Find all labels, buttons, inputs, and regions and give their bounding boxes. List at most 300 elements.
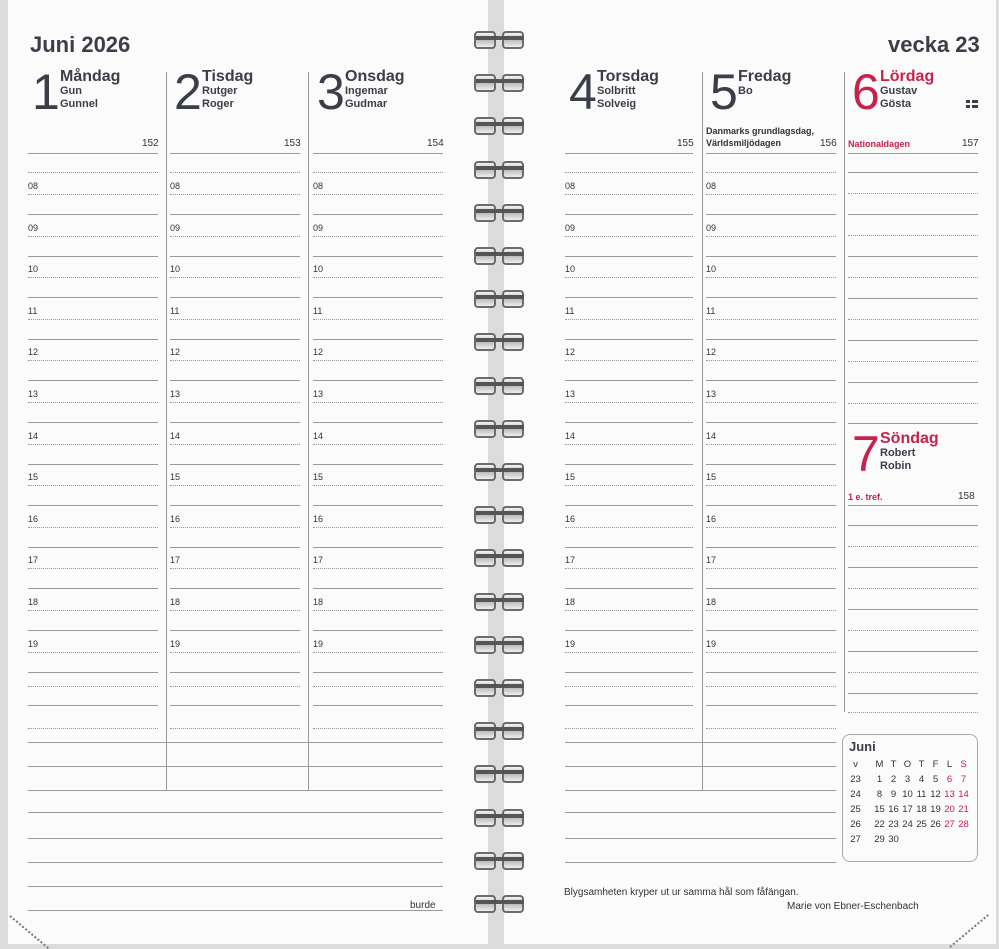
hour-label: 19 (28, 638, 39, 649)
dotted-rule (170, 728, 300, 729)
hour-rule (313, 672, 443, 673)
notes-rule (28, 838, 443, 839)
mini-calendar (842, 734, 978, 862)
dotted-rule (28, 568, 158, 569)
dotted-rule (848, 235, 978, 236)
dotted-rule (313, 568, 443, 569)
hour-rule (313, 505, 443, 506)
day-name: Onsdag (345, 68, 405, 85)
nameday-2: Gunnel (60, 98, 98, 110)
day-name: Tisdag (202, 68, 254, 85)
hour-label: 19 (170, 638, 181, 649)
binding-ring (472, 503, 528, 525)
binding-ring (472, 158, 528, 180)
sat-rule (848, 172, 978, 173)
binding-ring (472, 676, 528, 698)
mini-calendar-day: 11 (916, 789, 927, 800)
dotted-rule (706, 652, 836, 653)
dotted-rule (565, 402, 693, 403)
hour-rule (28, 214, 158, 215)
hour-rule (313, 464, 443, 465)
dotted-rule (706, 686, 836, 687)
hour-label: 10 (565, 264, 576, 275)
binding-ring (472, 590, 528, 612)
mini-calendar-header: T (918, 759, 925, 770)
hour-rule (706, 705, 836, 706)
hour-rule (313, 588, 443, 589)
nameday-1: Bo (738, 85, 753, 97)
column-divider (844, 72, 845, 712)
hour-rule (170, 630, 300, 631)
hour-rule (313, 705, 443, 706)
day-top-rule (28, 153, 158, 154)
day-of-year: 157 (962, 138, 979, 149)
hour-rule (170, 339, 300, 340)
dotted-rule (170, 527, 300, 528)
hour-label: 14 (565, 430, 576, 441)
hour-rule (28, 705, 158, 706)
hour-rule (565, 256, 693, 257)
mini-calendar-day: 3 (904, 774, 911, 785)
dotted-rule (848, 361, 978, 362)
sat-rule (848, 298, 978, 299)
mini-calendar-day: 10 (902, 789, 913, 800)
dotted-rule (848, 403, 978, 404)
holiday-label-2: Världsmiljödagen (706, 138, 782, 148)
dotted-rule (28, 194, 158, 195)
dotted-rule (565, 686, 693, 687)
hour-label: 18 (313, 597, 324, 607)
day-top-rule (565, 153, 693, 154)
dotted-rule (706, 277, 836, 278)
mini-calendar-day: 29 (874, 834, 885, 845)
dotted-rule (28, 485, 158, 486)
hour-label: 08 (565, 181, 576, 191)
notes-rule (565, 862, 836, 863)
hour-label: 12 (170, 347, 181, 358)
hour-rule (28, 297, 158, 298)
mini-calendar-header: O (903, 759, 912, 770)
hour-rule (313, 630, 443, 631)
dotted-rule (170, 194, 300, 195)
hour-rule (170, 297, 300, 298)
dotted-rule (706, 527, 836, 528)
hour-label: 11 (313, 305, 323, 316)
dotted-rule (28, 686, 158, 687)
hour-rule (28, 380, 158, 381)
dotted-rule (28, 728, 158, 729)
mini-calendar-day: 28 (958, 819, 969, 830)
hour-label: 17 (170, 555, 181, 566)
dotted-rule (170, 360, 300, 361)
sat-rule (848, 256, 978, 257)
day-top-rule (706, 153, 836, 154)
mini-calendar-day: 9 (890, 789, 897, 800)
hour-label: 12 (28, 347, 39, 358)
mini-calendar-day: 17 (902, 804, 913, 815)
hour-rule (706, 464, 836, 465)
nameday-2: Roger (202, 98, 234, 110)
nameday-2: Gudmar (345, 98, 388, 110)
mini-calendar-day: 4 (918, 774, 925, 785)
hour-label: 09 (565, 222, 576, 233)
hour-rule (706, 547, 836, 548)
dotted-rule (170, 277, 300, 278)
dotted-rule (848, 672, 978, 673)
notes-rule (28, 910, 443, 911)
mini-calendar-day: 12 (930, 789, 941, 800)
hour-label: 11 (170, 305, 180, 316)
binding-ring (472, 287, 528, 309)
mini-calendar-day: 30 (888, 834, 899, 845)
sun-rule (848, 567, 978, 568)
dotted-rule (170, 402, 300, 403)
hour-rule (565, 547, 693, 548)
binding-ring (472, 762, 528, 784)
hour-rule (706, 505, 836, 506)
hour-label: 17 (706, 555, 717, 566)
dotted-rule (565, 444, 693, 445)
hour-label: 09 (28, 222, 39, 233)
dotted-rule (565, 194, 693, 195)
hour-rule (706, 380, 836, 381)
notes-rule (28, 886, 443, 887)
day-number: 4 (569, 64, 597, 120)
day-number: 2 (174, 64, 202, 120)
dotted-rule (848, 319, 978, 320)
hour-label: 15 (706, 472, 717, 483)
hour-rule (170, 705, 300, 706)
mini-calendar-day: 25 (916, 819, 927, 830)
mini-calendar-day: 1 (876, 774, 883, 785)
mini-calendar-day: 15 (874, 804, 885, 815)
dotted-rule (706, 236, 836, 237)
hour-label: 11 (28, 305, 38, 316)
day-of-year: 158 (958, 491, 975, 502)
dotted-rule (565, 610, 693, 611)
hour-rule (565, 505, 693, 506)
mini-calendar-header: M (875, 759, 884, 770)
hour-rule (28, 464, 158, 465)
dotted-rule (706, 610, 836, 611)
binding-ring (472, 28, 528, 50)
hour-label: 11 (565, 305, 575, 316)
dotted-rule (848, 277, 978, 278)
hour-rule (28, 339, 158, 340)
day-top-rule (848, 505, 978, 506)
hour-label: 19 (565, 638, 576, 649)
nameday-1: Gun (60, 85, 82, 97)
notes-rule (28, 812, 443, 813)
nameday-2: Solveig (597, 98, 637, 110)
hour-rule (706, 256, 836, 257)
hour-label: 13 (313, 389, 324, 399)
hour-rule (706, 588, 836, 589)
hour-label: 10 (28, 264, 39, 275)
dotted-rule (28, 610, 158, 611)
day-top-rule (848, 153, 978, 154)
dotted-rule (28, 319, 158, 320)
column-divider (166, 72, 167, 790)
dotted-rule (565, 319, 693, 320)
day-name: Fredag (738, 68, 792, 85)
hour-rule (170, 588, 300, 589)
notes-rule (565, 838, 836, 839)
holiday-label: Danmarks grundlagsdag, (706, 126, 815, 136)
dotted-rule (28, 360, 158, 361)
day-number: 3 (317, 64, 345, 120)
column-divider (308, 72, 309, 790)
hour-label: 08 (170, 181, 181, 191)
day-top-rule (170, 153, 300, 154)
dotted-rule (313, 360, 443, 361)
hour-rule (706, 672, 836, 673)
mini-calendar-month: Juni (849, 739, 876, 754)
hour-label: 17 (565, 555, 576, 566)
day-name: Lördag (880, 68, 935, 85)
brand-logo: burde (410, 900, 436, 911)
dotted-rule (313, 652, 443, 653)
hour-label: 12 (565, 347, 576, 358)
hour-label: 19 (313, 638, 324, 649)
day-of-year: 154 (427, 138, 444, 149)
mini-calendar-header: T (890, 759, 897, 770)
mini-calendar-day: 8 (876, 789, 883, 800)
day-number: 1 (32, 64, 60, 120)
hour-label: 10 (313, 264, 324, 275)
mini-calendar-day: 2 (890, 774, 897, 785)
hour-label: 18 (28, 597, 39, 607)
binding-ring (472, 374, 528, 396)
hour-label: 10 (706, 264, 717, 275)
hour-label: 13 (706, 389, 717, 399)
hour-rule (170, 547, 300, 548)
day-name: Torsdag (597, 68, 659, 85)
mini-calendar-day: 6 (946, 774, 953, 785)
dotted-rule (848, 193, 978, 194)
mini-calendar-header: v (853, 759, 858, 770)
hour-rule (313, 297, 443, 298)
mini-calendar-header: F (932, 759, 939, 770)
hour-rule (565, 214, 693, 215)
hour-rule (28, 672, 158, 673)
notes-rule (565, 790, 836, 791)
hour-rule (170, 422, 300, 423)
hour-label: 08 (313, 181, 324, 191)
dotted-rule (313, 402, 443, 403)
sun-rule (848, 525, 978, 526)
mini-calendar-day: 19 (930, 804, 941, 815)
hour-label: 13 (565, 389, 576, 399)
hour-rule (170, 380, 300, 381)
hour-label: 13 (170, 389, 181, 399)
nameday-1: Solbritt (597, 85, 636, 97)
holiday-label: 1 e. tref. (848, 492, 883, 502)
mini-calendar-day: 13 (944, 789, 955, 800)
hour-label: 12 (706, 347, 717, 358)
dotted-rule (706, 319, 836, 320)
hour-rule (706, 339, 836, 340)
dotted-rule (565, 728, 693, 729)
dotted-rule (706, 402, 836, 403)
mini-calendar-day: 22 (874, 819, 885, 830)
mini-calendar-day: 24 (902, 819, 913, 830)
hour-rule (28, 505, 158, 506)
sat-end-rule (848, 423, 978, 424)
hour-label: 08 (706, 181, 717, 191)
dotted-rule (706, 568, 836, 569)
binding-ring (472, 719, 528, 741)
mini-calendar-day: 5 (932, 774, 939, 785)
dotted-rule (170, 686, 300, 687)
hour-label: 11 (706, 305, 716, 316)
dotted-rule (313, 236, 443, 237)
week-number: 24 (850, 789, 861, 800)
hour-label: 14 (313, 430, 324, 441)
hour-label: 09 (313, 222, 324, 233)
sun-rule (848, 651, 978, 652)
hour-label: 16 (28, 513, 39, 524)
hour-rule (565, 422, 693, 423)
day-of-year: 152 (142, 138, 159, 149)
hour-rule (170, 214, 300, 215)
hour-rule (170, 256, 300, 257)
dotted-rule (706, 444, 836, 445)
nameday-1: Gustav (880, 85, 918, 97)
dotted-rule (565, 527, 693, 528)
dotted-rule (313, 172, 443, 173)
hour-label: 15 (28, 472, 39, 483)
nameday-1: Rutger (202, 85, 238, 97)
notes-rule (565, 766, 836, 767)
dotted-rule (170, 652, 300, 653)
binding-ring (472, 417, 528, 439)
dotted-rule (848, 546, 978, 547)
hour-label: 18 (565, 597, 576, 607)
dotted-rule (313, 527, 443, 528)
hour-label: 14 (28, 430, 39, 441)
dotted-rule (28, 277, 158, 278)
hour-rule (28, 422, 158, 423)
day-number: 6 (852, 64, 880, 120)
hour-label: 09 (170, 222, 181, 233)
dotted-rule (706, 194, 836, 195)
quote-text: Blygsamheten kryper ut ur samma hål som fåfängan. (564, 887, 799, 898)
dotted-rule (565, 236, 693, 237)
dotted-rule (28, 236, 158, 237)
nameday-1: Ingemar (345, 85, 388, 97)
hour-rule (28, 256, 158, 257)
hour-rule (313, 422, 443, 423)
hour-label: 15 (170, 472, 181, 483)
mini-calendar-day: 14 (958, 789, 969, 800)
dotted-rule (170, 610, 300, 611)
nameday-1: Robert (880, 447, 916, 459)
notes-rule (28, 862, 443, 863)
dotted-rule (706, 360, 836, 361)
hour-rule (313, 256, 443, 257)
dotted-rule (565, 485, 693, 486)
dotted-rule (706, 485, 836, 486)
dotted-rule (313, 194, 443, 195)
hour-label: 09 (706, 222, 717, 233)
dotted-rule (313, 686, 443, 687)
mini-calendar-day: 20 (944, 804, 955, 815)
left-page (8, 0, 488, 944)
hour-rule (565, 380, 693, 381)
column-divider (702, 72, 703, 790)
day-top-rule (313, 153, 443, 154)
hour-rule (706, 297, 836, 298)
day-name: Måndag (60, 68, 121, 85)
binding-ring (472, 244, 528, 266)
hour-label: 16 (565, 513, 576, 524)
sat-rule (848, 340, 978, 341)
binding-ring (472, 849, 528, 871)
day-name: Söndag (880, 430, 939, 447)
hour-label: 16 (313, 513, 324, 524)
sat-rule (848, 214, 978, 215)
notes-rule (28, 790, 443, 791)
binding-ring (472, 892, 528, 914)
month-year-title: Juni 2026 (30, 32, 131, 57)
hour-rule (170, 505, 300, 506)
dotted-rule (28, 444, 158, 445)
hour-label: 13 (28, 389, 39, 399)
binding-ring (472, 201, 528, 223)
hour-label: 14 (170, 430, 181, 441)
hour-label: 19 (706, 638, 717, 649)
dotted-rule (313, 444, 443, 445)
dotted-rule (28, 652, 158, 653)
hour-label: 12 (313, 347, 324, 358)
mini-calendar-day: 27 (944, 819, 955, 830)
dotted-rule (565, 172, 693, 173)
binding-ring (472, 806, 528, 828)
hour-rule (28, 630, 158, 631)
notes-rule (28, 742, 443, 743)
dotted-rule (28, 527, 158, 528)
hour-label: 10 (170, 264, 181, 275)
dotted-rule (313, 277, 443, 278)
sat-rule (848, 382, 978, 383)
dotted-rule (313, 728, 443, 729)
dotted-rule (706, 728, 836, 729)
quote-author: Marie von Ebner-Eschenbach (787, 901, 919, 912)
week-title: vecka 23 (888, 32, 980, 57)
dotted-rule (28, 402, 158, 403)
binding-ring (472, 460, 528, 482)
sun-rule (848, 693, 978, 694)
hour-label: 17 (313, 555, 324, 566)
holiday-label: Nationaldagen (848, 139, 911, 149)
hour-rule (170, 464, 300, 465)
nameday-2: Gösta (880, 98, 912, 110)
dotted-rule (28, 172, 158, 173)
hour-rule (313, 547, 443, 548)
dotted-rule (170, 236, 300, 237)
dotted-rule (565, 568, 693, 569)
day-number: 7 (852, 426, 880, 482)
mini-calendar-header: L (946, 759, 953, 770)
day-of-year: 153 (284, 138, 301, 149)
hour-label: 14 (706, 430, 717, 441)
dotted-rule (170, 485, 300, 486)
dotted-rule (170, 568, 300, 569)
hour-rule (565, 339, 693, 340)
dotted-rule (170, 444, 300, 445)
binding-ring (472, 71, 528, 93)
